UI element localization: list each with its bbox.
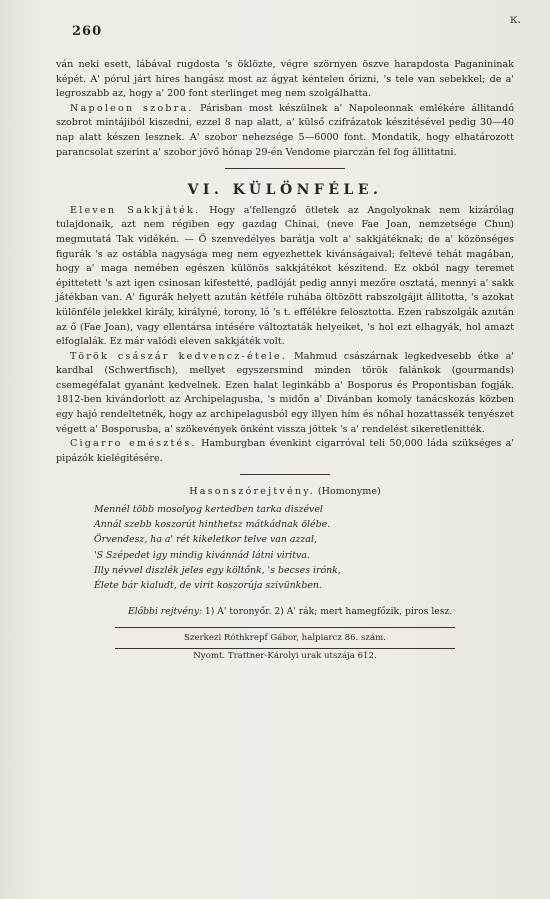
poem-line: Örvendesz, ha a' rét kikeletkor telve van azzal, <box>94 534 317 546</box>
answer-text: 1) A' toronyőr. 2) A' rák; mert hamegfőzik, piros lesz. <box>202 606 453 618</box>
colophon <box>56 627 514 663</box>
intro-paragraph: ván neki esett, lábával rugdosta 's öklözte, végre szörnyen öszve harapdosta Paganininak képét. A' pórul járt hires hangász most az ágyat kéntelen őrizni, 's tele van sebekkel; de a' legroszabb az, hogy a' 200 font sterlinget meg nem szolgálhatta. <box>56 59 514 100</box>
napoleon-article <box>56 102 514 160</box>
section-heading: VI. KÜLÖNFÉLE. <box>187 182 383 199</box>
poem-line: Illy névvel diszlék jeles egy költőnk, 's becses irónk, <box>94 564 341 576</box>
eleven-text: Hogy a'fellengző ötletek az Angolyoknak nem kizárólag tulajdonaik, azt nem régiben egy gazdag Chinai, (neve Fae Joan, nemzetsége Chun) megmutatá Tak vidékén. — Ő szenvedélyes barátja volt a' sakkjátéknak; de a' közönséges figurák 's az ostábla nagysága meg nem egyezhettek kivánságaival; feltevé tehát magában, hogy a' maga nemében egészen különös sakkjátékot készitend. Ez okból nagy teremet épittetett 's azt igen csinosan kifestetté, padlóját pedig annyi mezőre osztatá, mennyi a' sakk játékban van. A' figurák helyett azután kétféle ruhába öltözött rabszolgájit állitotta, 's azokat különféle jelekkel király, királyné, torony, ló 's t. effélékre felosztotta. Ezen rabszolgák azután az ő (Fae Joan), vagy ellentársa intésére változtaták helyeiket, 's hol ezt elhagyák, hol amazt elfoglalák. Ez már valódi eleven sakkjáték volt. <box>56 204 514 348</box>
poem <box>56 485 514 593</box>
corner-mark: ĸ. <box>510 12 522 26</box>
cigarro-text: Hamburgban évenkint cigarróval teli 50,000 láda szükséges a' pipázók kielégitésére. <box>56 438 514 464</box>
editor-line: Szerkezi Róthkrepf Gábor, halpiarcz 86. szám. <box>184 632 386 643</box>
poem-title-paren: (Homonyme) <box>314 486 381 498</box>
poem-title-main: Hasonszórejtvény. <box>189 486 315 498</box>
previous-riddle-answer <box>56 605 514 619</box>
napoleon-text: Párisban most készülnek a' Napoleonnak emlékére állitandó szobrot mintájiból kiszedni, ezzel 8 nap alatt, a' külső czifrázatok készitésével pedig 30—40 nap alatt készen lesznek. A' szobor nehezsége 5—6000 font. Mondatik, hogy elhatározott parancsolat szerint a' szobor jövő hónap 29-én Vendome piarczán fel fog állittatni. <box>56 102 514 158</box>
napoleon-heading: Napoleon szobra. <box>70 102 194 114</box>
printer-line: Nyomt. Trattner-Károlyi urak utszája 612. <box>193 650 377 661</box>
article-body <box>56 58 514 663</box>
poem-line: Élete bár kialudt, de virit koszorúja szivünkben. <box>94 580 322 592</box>
cigarro-article <box>56 437 514 466</box>
divider <box>225 168 345 169</box>
poem-title <box>56 485 514 500</box>
divider <box>115 627 455 628</box>
page-number: 260 <box>72 24 103 39</box>
eleven-heading: Eleven Sakkjáték. <box>70 204 201 216</box>
answer-label: Előbbi rejtvény: <box>128 606 202 618</box>
torok-article <box>56 350 514 438</box>
poem-line: Mennél több mosolyog kertedben tarka diszével <box>94 504 323 516</box>
poem-line: 'S Szépedet igy mindig kivánnád látni viritva. <box>94 549 310 561</box>
cigarro-heading: Cigarro emésztés. <box>70 438 197 450</box>
poem-line: Annál szebb koszorút hinthetsz mátkádnak ölébe. <box>94 519 331 531</box>
torok-text: Mahmud császárnak legkedvesebb étke a' kardhal (Schwertfisch), mellyet egyszersmind minden török falánkok (gourmands) csemegéfalat gyanánt kedvelnek. Ezen halat leginkább a' Bosporus és Propontisban fogják. 1812-ben kivándorlott az Archipelagusba, 's midőn a' Divánban komoly tanácskozás közben egy hajó rendeltetnék, hogy az archipelagusból egy illyen hím és nőhal hozattassék tenyészet végett a' Bosporusba, a' szökevények önként vissza jöttek 's a' rendelést sikeretlenitték. <box>56 350 515 435</box>
divider <box>240 474 330 475</box>
eleven-article <box>56 204 514 350</box>
torok-heading: Török császár kedvencz-étele. <box>70 350 288 362</box>
